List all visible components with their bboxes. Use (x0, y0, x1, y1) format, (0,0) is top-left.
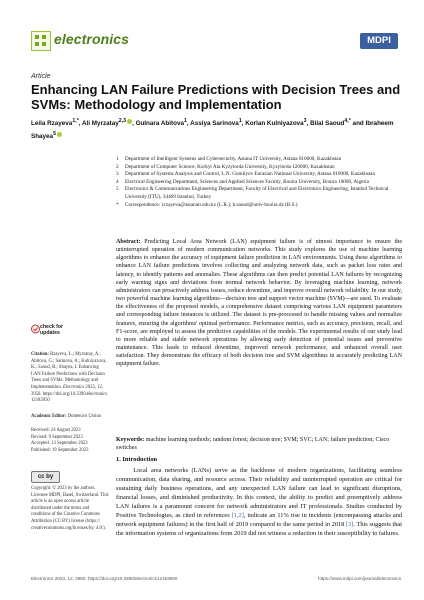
date-revised: Revised: 9 September 2023 (31, 434, 83, 440)
paper-title: Enhancing LAN Failure Predictions with Decision Trees and SVMs: Methodology and Implementation (31, 82, 401, 112)
dates-block (31, 428, 109, 454)
article-type: Article (31, 73, 51, 80)
affiliation-item: 3 Department of Systems Analysis and Control, L.N. Gumilyov Eurasian National University, Astana 010000, Kazakhstan (116, 171, 376, 178)
abstract (116, 238, 402, 369)
correspondence: * Correspondence: l.rzayeva@astanait.edu.kz (L.R.); b.saoud@univ-bouira.dz (B.S.) (116, 201, 298, 208)
affiliation-item: 1 Department of Intelligent Systems and Cybersecurity, Astana IT University, Astana 010000, Kazakhstan (116, 156, 342, 162)
author: Ibraheem Shayea (31, 120, 394, 141)
keywords-text: machine learning methods; random forest; decision tree; SVM; SVC; LAN; failure prediction; Cisco switches (116, 437, 390, 452)
keywords-label: Keywords: (116, 437, 145, 443)
section-heading: 1. Introduction (116, 456, 158, 463)
author-list: Leila Rzayeva$^{1,*}$, Ali Myrzatay$^{2,3}$ , Gulnara Abitova$^1$, Assiya Sarinova$^1$, Korlan Kulniyazova$^3$, Bilal Saoud$^{4,*}$ and Ibraheem Shayea$^5$ (31, 118, 394, 141)
journal-name: electronics (54, 31, 130, 47)
abstract-text: Predicting Local Area Network (LAN) equipment failure is of utmost importance to ensure the uninterrupted operation of modern communication networks. This study explores the use of machine learning algorithms to enhance the accuracy of equipment failure prediction in LAN environments. Using these algorithms to enhance LAN failure predictions involves collecting and analyzing network data, such as packet loss rates and latency, to identify patterns and anomalies. These algorithms can then predict potential LAN failures by recognizing early warning signs and deviations from normal network behavior. By leveraging machine learning, network administrators can proactively address issues, reduce downtime, and improve overall network reliability. In our study, two powerful machine learning algorithms—decision tree and support vector machine (SVM)—are used. To evaluate the effectiveness of the proposed models, a comprehensive dataset comprising various LAN equipment parameters and corresponding failure instances is utilized. The dataset is pre-processed to handle missing values and normalize features, ensuring the algorithms' optimal performance. Performance metrics, such as accuracy, precision, recall, and F1-score, are employed to assess the predictive capabilities of the models. The experimental results of our study lead to more reliable and stable network operations by allowing early detection of potential issues and preventive maintenance. This leads to reduced downtime, improved network performance, and enhanced overall user satisfaction. They demonstrate the efficacy of both decision tree and SVM algorithms in accurately predicting LAN equipment failure. (116, 239, 402, 368)
footer-citation: Electronics 2023, 12, 3950. https://doi.org/10.3390/electronics12183950 (31, 576, 178, 581)
date-accepted: Accepted: 13 September 2023 (31, 441, 88, 447)
author: Gulnara Abitova (135, 120, 184, 128)
journal-logo (31, 31, 51, 51)
date-published: Published: 19 September 2023 (31, 447, 89, 453)
affiliations (116, 156, 406, 209)
author: Korlan Kulniyazova (245, 120, 304, 128)
reference-link[interactable]: [1,2] (231, 512, 244, 519)
introduction-text: Local area networks (LANs) serve as the backbone of modern organizations, facilitating seamless communication, data sharing, and resource access. Their reliability and uninterrupted operation are critical for sustaining daily business operations, and any unexpected LAN failure can lead to significant disruptions, financial losses, and diminished productivity. In this context, the ability to predict and preemptively address LAN failures is a paramount concern for network administrators and IT professionals. Studies conducted by Positive Technologies, as cited in references [1,2], indicate an 11% rise in incidents (encompassing attacks and network equipment failures) in the first half of 2019 compared to the same period in 2018 [3]. This suggests that the information systems of organizations from 2019 did not witness a reduction in their susceptibility to failures. (116, 467, 402, 537)
license-text: Copyright: © 2023 by the authors. Licensee MDPI, Basel, Switzerland. This article is an open access article distributed under the terms and conditions of the Creative Commons Attribution (CC BY) license (https:// creativecommons.org/licenses/by/ 4.0/). (31, 486, 109, 531)
abstract-label: Abstract: (116, 239, 141, 245)
affiliation-item: 2 Department of Computer Science, Korkyt Ata Kyzylorda University, Kyzylorda 120000, Kazakhstan (116, 163, 335, 170)
author: Leila Rzayeva (31, 120, 73, 128)
journal-url[interactable]: https://www.mdpi.com/journal/electronics (318, 576, 401, 581)
orcid-icon[interactable] (57, 132, 62, 137)
citation-block: Citation: Rzayeva, L.; Myrzatay, A.; Abitova, G.; Sarinova, A.; Kulniyazova, K.; Saoud, B.; Shayea, I. Enhancing LAN Failure Predictions with Decision Trees and SVMs: Methodology and Implementation. Electronics 2023, 12, 3950. https://doi.org/10.3390/electronics12183950 (31, 352, 108, 404)
citation-doi-link[interactable]: https://doi.org/10.3390/electronics12183950 (31, 391, 108, 404)
author: Ali Myrzatay (82, 120, 119, 128)
author: Assiya Sarinova (190, 120, 239, 128)
date-received: Received: 24 August 2023 (31, 428, 81, 433)
affiliation-item: 4 Electrical Engineering Department, Sciences and Applied Sciences Faculty, Bouira University, Bouira 10000, Algeria (116, 178, 369, 185)
reference-link[interactable]: [3] (346, 521, 354, 528)
academic-editor: Academic Editor: Domenico Ursino (31, 414, 102, 419)
cc-license-badge[interactable]: cc by (31, 471, 60, 483)
page-footer (31, 576, 401, 581)
keywords (116, 436, 402, 452)
check-for-updates-label[interactable]: check for updates (40, 324, 64, 336)
orcid-icon[interactable] (127, 119, 132, 124)
affiliation-item: 5 Electronics & Communications Engineering Department, Faculty of Electrical and Electronics Engineering, Istanbul Technical University (ITU), 34469 Istanbul, Turkey (116, 186, 389, 200)
author: Bilal Saoud (310, 120, 345, 128)
publisher-logo: MDPI (360, 33, 398, 49)
